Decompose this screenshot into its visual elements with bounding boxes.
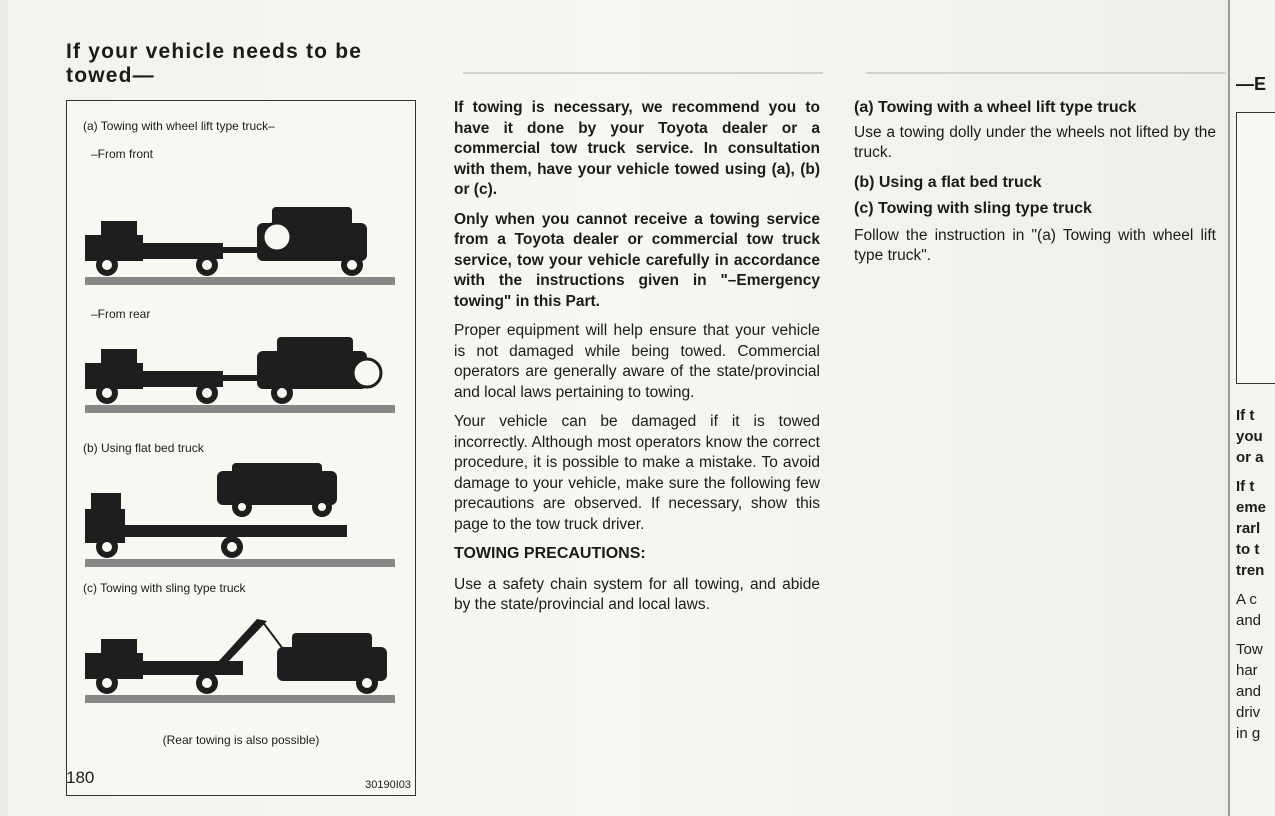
next-page-fragment: driv: [1236, 704, 1261, 721]
sling-type-paragraph: Follow the instruction in "(a) Towing with wheel lift type truck".: [854, 226, 1216, 264]
next-page-fragment: rarl: [1236, 520, 1261, 537]
bleed-through-texture-2: [866, 72, 1226, 88]
sling-type-illustration: [67, 601, 415, 711]
next-page-fragment: har: [1236, 662, 1258, 679]
next-page-fragment: If t: [1236, 478, 1255, 495]
flat-bed-illustration: [67, 463, 415, 573]
figure-code: 30190I03: [365, 779, 411, 791]
manual-page: [8, 0, 1230, 816]
wheel-lift-paragraph: Use a towing dolly under the wheels not lifted by the truck.: [854, 123, 1216, 161]
next-page-edge: [1228, 0, 1275, 816]
figure-label-from-rear: –From rear: [91, 307, 151, 321]
recommendation-paragraph: If towing is necessary, we recommend you to have it done by your Toyota dealer or a commercial tow truck service. In consultation with them, have your vehicle towed using (a), (b) or (c).: [454, 99, 820, 198]
next-page-fragment: A c: [1236, 591, 1257, 608]
wheel-lift-front-illustration: [67, 197, 415, 317]
wheel-lift-heading: (a) Towing with a wheel lift type truck: [854, 99, 1137, 116]
towing-recommendation-column: [454, 98, 820, 625]
next-page-fragment: tren: [1236, 562, 1265, 579]
towing-illustration-figure: [66, 100, 416, 796]
figure-label-b: (b) Using flat bed truck: [83, 441, 204, 455]
page-title: If your vehicle needs to be towed—: [66, 40, 363, 87]
next-page-fragment: and: [1236, 612, 1262, 629]
flat-bed-heading: (b) Using a flat bed truck: [854, 173, 1042, 191]
figure-label-a: (a) Towing with wheel lift type truck–: [83, 119, 275, 133]
safety-chain-paragraph: Use a safety chain system for all towing, and abide by the state/provincial and local laws.: [454, 575, 820, 613]
next-page-fragment: to t: [1236, 541, 1260, 558]
next-page-fragment: Tow: [1236, 641, 1263, 658]
next-page-fragment: in g: [1236, 725, 1261, 742]
emergency-towing-paragraph: Only when you cannot receive a towing service from a Toyota dealer or commercial tow truck service, tow your vehicle carefully in accordance with the instructions given in "–Emergency towing" in this Part.: [454, 210, 820, 310]
figure-label-from-front: –From front: [91, 147, 154, 161]
wheel-lift-rear-illustration: [67, 333, 415, 433]
next-page-figure: [1236, 112, 1275, 384]
next-page-fragment: or a: [1236, 449, 1264, 466]
figure-label-c: (c) Towing with sling type truck: [83, 581, 246, 595]
towing-precautions-heading: TOWING PRECAUTIONS:: [454, 545, 646, 562]
next-page-fragment: you: [1236, 428, 1263, 445]
next-page-fragment: If t: [1236, 407, 1255, 424]
page-number: 180: [66, 768, 95, 787]
figure-caption: (Rear towing is also possible): [162, 733, 320, 747]
proper-equipment-paragraph: Proper equipment will help ensure that your vehicle is not damaged while being towed. Commercial operators are generally aware of the state/provincial and local laws pertaining to towing.: [454, 322, 820, 401]
towing-methods-column: [854, 98, 1216, 276]
damage-warning-paragraph: Your vehicle can be damaged if it is towed incorrectly. Although most operators know the correct procedure, it is possible to make a mistake. To avoid damage to your vehicle, make sure the following few precautions are observed. If necessary, show this page to the tow truck driver.: [454, 413, 820, 533]
sling-type-heading: (c) Towing with sling type truck: [854, 200, 1092, 217]
bleed-through-texture: [463, 72, 823, 88]
next-page-fragment: and: [1236, 683, 1262, 700]
next-page-fragment: eme: [1236, 499, 1267, 516]
next-page-fragment: —E: [1236, 74, 1267, 94]
